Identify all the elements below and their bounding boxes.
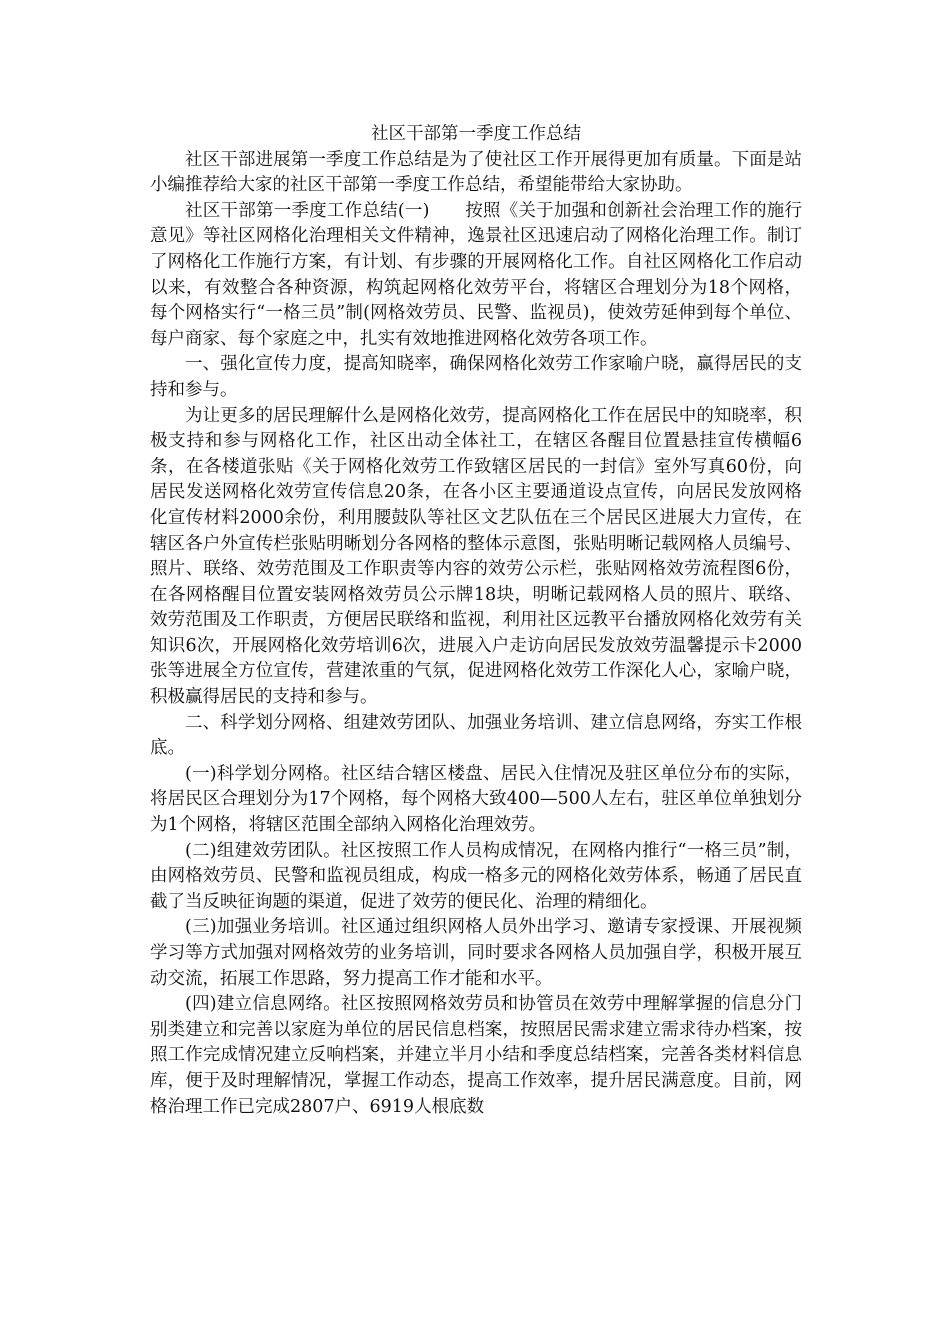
document-body xyxy=(150,122,802,1120)
paragraph-publicity: 为让更多的居民理解什么是网格化效劳，提高网格化工作在居民中的知晓率，积极支持和参与网格化工作，社区出动全体社工，在辖区各醒目位置悬挂宣传横幅6条，在各楼道张贴《关于网格化效劳工作致辖区居民的一封信》室外写真60份，向居民发送网格化效劳宣传信息20条，在各小区主要通道设点宣传，向居民发放网格化宣传材料2000余份，利用腰鼓队等社区文艺队伍在三个居民区进展大力宣传，在辖区各户外宣传栏张贴明晰划分各网格的整体示意图，张贴明晰记载网格人员编号、照片、联络、效劳范围及工作职责等内容的效劳公示栏，张贴网格效劳流程图6份，在各网格醒目位置安装网格效劳员公示牌18块，明晰记载网格人员的照片、联络、效劳范围及工作职责，方便居民联络和监视，利用社区远教平台播放网格化效劳有关知识6次，开展网格化效劳培训6次，进展入户走访向居民发放效劳温馨提示卡2000张等进展全方位宣传，营建浓重的气氛，促进网格化效劳工作深化人心，家喻户晓，积极赢得居民的支持和参与。 xyxy=(150,405,802,708)
paragraph-intro: 社区干部进展第一季度工作总结是为了使社区工作开展得更加有质量。下面是站小编推荐给大家的社区干部第一季度工作总结，希望能带给大家协助。 xyxy=(150,149,802,196)
paragraph-training: (三)加强业务培训。社区通过组织网格人员外出学习、邀请专家授课、开展视频学习等方式加强对网格效劳的业务培训，同时要求各网格人员加强自学，积极开展互动交流，拓展工作思路，努力提高工作才能和水平。 xyxy=(150,917,802,989)
paragraph-grid-division: (一)科学划分网格。社区结合辖区楼盘、居民入住情况及驻区单位分布的实际，将居民区合理划分为17个网格，每个网格大致400—500人左右，驻区单位单独划分为1个网格，将辖区范围全部纳入网格化治理效劳。 xyxy=(150,763,802,836)
paragraph-service-team: (二)组建效劳团队。社区按照工作人员构成情况，在网格内推行“一格三员”制，由网格效劳员、民警和监视员组成，构成一格多元的网格化效劳体系，畅通了居民直截了当反映征询题的渠道，促进了效劳的便民化、治理的精细化。 xyxy=(150,840,802,912)
document-title: 社区干部第一季度工作总结 xyxy=(371,124,581,144)
paragraph-section-two-heading: 二、科学划分网格、组建效劳团队、加强业务培训、建立信息网络，夯实工作根底。 xyxy=(150,712,802,759)
paragraph-section-one-heading: 一、强化宣传力度，提高知晓率，确保网格化效劳工作家喻户晓，赢得居民的支持和参与。 xyxy=(150,354,802,400)
paragraph-info-network: (四)建立信息网络。社区按照网格效劳员和协管员在效劳中理解掌握的信息分门别类建立和完善以家庭为单位的居民信息档案，按照居民需求建立需求待办档案，按照工作完成情况建立反响档案，并建立半月小结和季度总结档案，完善各类材料信息库，便于及时理解情况，掌握工作动态，提高工作效率，提升居民满意度。目前，网格治理工作已完成2807户、6919人根底数 xyxy=(150,994,802,1117)
paragraph-summary-one: 社区干部第一季度工作总结(一) 按照《关于加强和创新社会治理工作的施行意见》等社区网格化治理相关文件精神，逸景社区迅速启动了网格化治理工作。制订了网格化工作施行方案，有计划、有步骤的开展网格化工作。自社区网格化工作启动以来，有效整合各种资源，构筑起网格化效劳平台，将辖区合理划分为18个网格，每个网格实行“一格三员”制(网格效劳员、民警、监视员)，使效劳延伸到每个单位、每户商家、每个家庭之中，扎实有效地推进网格化效劳各项工作。 xyxy=(150,200,802,349)
